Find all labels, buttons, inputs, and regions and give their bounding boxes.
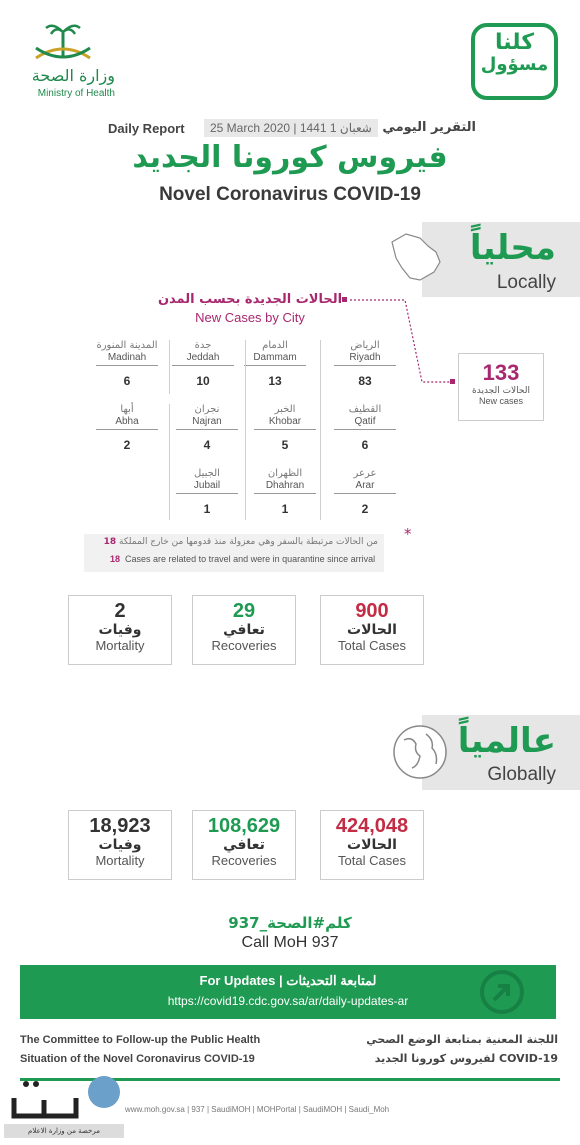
global-heading-en: Globally [487,764,556,785]
cities-title-ar: الحالات الجديدة بحسب المدن [157,292,343,307]
grid-divider [320,340,321,520]
city-cell: الرياض Riyadh 83 [334,340,396,388]
grid-divider [169,340,170,394]
report-line [100,119,480,139]
local-mortality-card: 2 وفيات Mortality [68,595,172,665]
global-recoveries-card: 108,629 تعافي Recoveries [192,810,296,880]
footer-links[interactable]: www.moh.gov.sa | 937 | SaudiMOH | MOHPortal | SaudiMOH | Saudi_Moh [125,1105,390,1114]
travel-note [84,534,384,572]
global-mortality-card: 18,923 وفيات Mortality [68,810,172,880]
report-label-ar: التقرير اليومي [382,120,476,135]
new-cases-ar: الحالات الجديدة [472,386,530,396]
campaign-badge [471,23,558,100]
new-cases-en: New cases [478,396,523,406]
asterisk-icon: * [404,525,412,543]
palm-swords-icon [18,18,108,63]
city-cell: نجران Najran 4 [176,404,238,452]
grid-divider [245,340,246,520]
city-cell: الخبر Khobar 5 [254,404,316,452]
city-cell: جدة Jeddah 10 [172,340,234,388]
city-cell: عرعر Arar 2 [334,468,396,516]
global-total-card: 424,048 الحالات Total Cases [320,810,424,880]
grid-divider [169,404,170,520]
local-total-card: 900 الحالات Total Cases [320,595,424,665]
note-ar: 18 من الحالات مرتبطة بالسفر وهي معزولة منذ قدومها من خارج المملكة [103,537,378,547]
new-cases-box [458,353,544,421]
updates-label: For Updates | لمتابعة التحديثات [199,973,377,988]
committee-ar: اللجنة المعنية بمتابعة الوضع الصحي لفيروس كورونا الجديد COVID-19 [366,1033,558,1065]
call-hashtag: كلم#الصحة_937 [228,914,352,932]
call-moh[interactable]: Call MoH 937 [241,934,339,951]
title-en: Novel Coronavirus COVID-19 [159,184,421,205]
city-cell: الظهران Dhahran 1 [254,468,316,516]
report-date: 25 March 2020 | 1441 1 شعبان [204,119,378,137]
local-heading-en: Locally [496,272,556,293]
city-cell: الجبيل Jubail 1 [176,468,238,516]
updates-link[interactable]: https://covid19.cdc.gov.sa/ar/daily-updates-ar [167,994,409,1008]
committee-en: The Committee to Follow-up the Public Health Situation of the Novel Coronavirus COVID-19 [20,1034,261,1065]
title-ar: فيروس كورونا الجديد [132,140,448,175]
updates-banner[interactable] [20,965,556,1019]
moh-name-ar: وزارة الصحة [31,66,115,85]
note-en: 18 Cases are related to travel and were in quarantine since arrival [110,554,376,564]
city-cell: المدينة المنورة Madinah 6 [96,340,158,388]
city-cell: القطيف Qatif 6 [334,404,396,452]
report-label-en: Daily Report [108,121,185,136]
sabq-caption: مرخصة من وزارة الاعلام [4,1124,124,1138]
saudi-map-icon [384,228,444,288]
moh-name-en: Ministry of Health [37,88,115,99]
local-heading-ar: محلياً [469,228,556,268]
city-cell: أبها Abha 2 [96,404,158,452]
campaign-line1: كلنا [494,30,534,55]
campaign-line2: مسؤول [480,54,549,76]
new-cases-value: 133 [482,360,520,385]
cities-title-en: New Cases by City [195,310,305,325]
city-cell: الدمام Dammam 13 [244,340,306,388]
global-heading-ar: عالمياً [457,721,556,761]
local-recoveries-card: 29 تعافي Recoveries [192,595,296,665]
